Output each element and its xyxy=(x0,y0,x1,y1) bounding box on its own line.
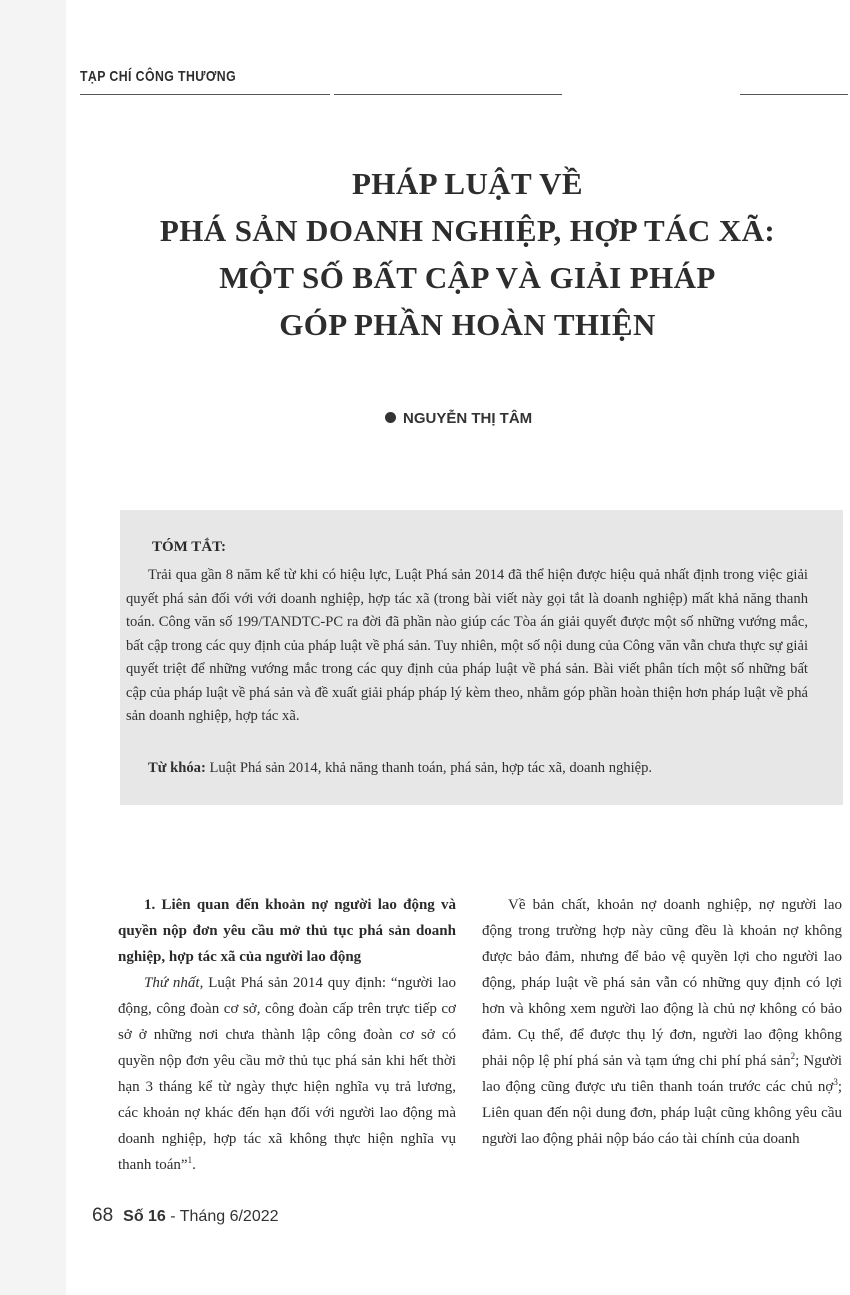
journal-name: TẠP CHÍ CÔNG THƯƠNG xyxy=(80,68,237,85)
right-text-2: ; Người lao động cũng được ưu tiên thanh toán trước các chủ nợ xyxy=(482,1053,842,1095)
footnote-3: 3 xyxy=(833,1077,838,1087)
header-rule-right xyxy=(740,94,848,95)
bullet-icon xyxy=(385,412,396,423)
header-rule-left xyxy=(80,94,330,95)
issue-number: Số 16 xyxy=(123,1208,166,1225)
keywords xyxy=(148,757,828,781)
left-paragraph-text: Luật Phá sản 2014 quy định: “người lao động, công đoàn cơ sở, công đoàn cấp trên trực tiếp cơ sở ở những nơi chưa thành lập công đoàn cơ sở có quyền nộp đơn yêu cầu mở thủ tục phá sản khi hết thời hạn 3 tháng kể từ ngày thực hiện nghĩa vụ trả lương, các khoản nợ khác đến hạn đối với người lao động mà doanh nghiệp, hợp tác xã không thực hiện nghĩa vụ thanh toán” xyxy=(118,975,456,1173)
footnote-2: 2 xyxy=(790,1051,796,1061)
right-text-3: ; Liên quan đến nội dung đơn, pháp luật cũng không yêu cầu người lao động phải nộp báo cáo tài chính của doanh xyxy=(482,1079,842,1147)
author-byline xyxy=(385,410,532,427)
keywords-text: Luật Phá sản 2014, khả năng thanh toán, phá sản, hợp tác xã, doanh nghiệp. xyxy=(209,760,653,776)
left-paragraph: Thứ nhất, Luật Phá sản 2014 quy định: “người lao động, công đoàn cơ sở, công đoàn cấp trên trực tiếp cơ sở ở những nơi chưa thành lập công đoàn cơ sở có quyền nộp đơn yêu cầu mở thủ tục phá sản khi hết thời hạn 3 tháng kể từ ngày thực hiện nghĩa vụ trả lương, các khoản nợ khác đến hạn đối với người lao động mà doanh nghiệp, hợp tác xã không thực hiện nghĩa vụ thanh toán”$^1$. xyxy=(118,975,456,1173)
title-line-2: PHÁ SẢN DOANH NGHIỆP, HỢP TÁC XÃ: xyxy=(159,213,776,248)
author-name: NGUYỄN THỊ TÂM xyxy=(403,410,533,427)
page-number: 68 xyxy=(92,1205,114,1226)
title-line-3: MỘT SỐ BẤT CẬP VÀ GIẢI PHÁP xyxy=(219,260,716,295)
abstract-body: Trải qua gần 8 năm kể từ khi có hiệu lực, Luật Phá sản 2014 đã thể hiện được hiệu quả nhất định trong việc giải quyết phá sản đối với với doanh nghiệp, hợp tác xã (trong bài viết này gọi tắt là doanh nghiệp) mất khả năng thanh toán. Công văn số 199/TANDTC-PC ra đời đã phần nào giúp các Tòa án giải quyết được một số những vướng mắc, bất cập trong các quy định của pháp luật về phá sản. Tuy nhiên, một số nội dung của Công văn vẫn chưa thực sự giải quyết triệt để những vướng mắc trong các quy định của pháp luật về phá sản. Bài viết phân tích một số những bất cập của pháp luật về phá sản và đề xuất giải pháp pháp lý kèm theo, nhằm góp phần hoàn thiện hơn pháp luật về phá sản doanh nghiệp, hợp tác xã. xyxy=(126,567,808,724)
scan-margin xyxy=(0,0,66,1295)
page-footer xyxy=(92,1205,279,1227)
footnote-1: 1 xyxy=(187,1155,193,1165)
right-text-1: Về bản chất, khoản nợ doanh nghiệp, nợ người lao động trong trường hợp này cũng đều là khoản nợ không được bảo đảm, nhưng để bảo vệ quyền lợi cho người lao động, pháp luật về phá sản vẫn có những quy định có lợi hơn và không xem người lao động là chủ nợ không có bảo đảm. Cụ thể, để được thụ lý đơn, người lao động không phải nộp lệ phí phá sản và tạm ứng chi phí phá sản xyxy=(482,897,842,1069)
section-heading: 1. Liên quan đến khoản nợ người lao động và quyền nộp đơn yêu cầu mở thủ tục phá sản doanh nghiệp, hợp tác xã của người lao động xyxy=(118,897,456,965)
title-line-4: GÓP PHẦN HOÀN THIỆN xyxy=(279,307,656,342)
abstract-heading: TÓM TẮT: xyxy=(152,539,227,555)
left-column xyxy=(118,892,456,1178)
issue-date: - Tháng 6/2022 xyxy=(165,1208,279,1225)
right-column xyxy=(482,892,842,1152)
header-rule-middle xyxy=(334,94,562,95)
article-title xyxy=(80,160,850,348)
title-line-1: PHÁP LUẬT VỀ xyxy=(351,166,584,201)
lead-italic: Thứ nhất, xyxy=(144,975,204,991)
keywords-label: Từ khóa: xyxy=(148,760,206,776)
